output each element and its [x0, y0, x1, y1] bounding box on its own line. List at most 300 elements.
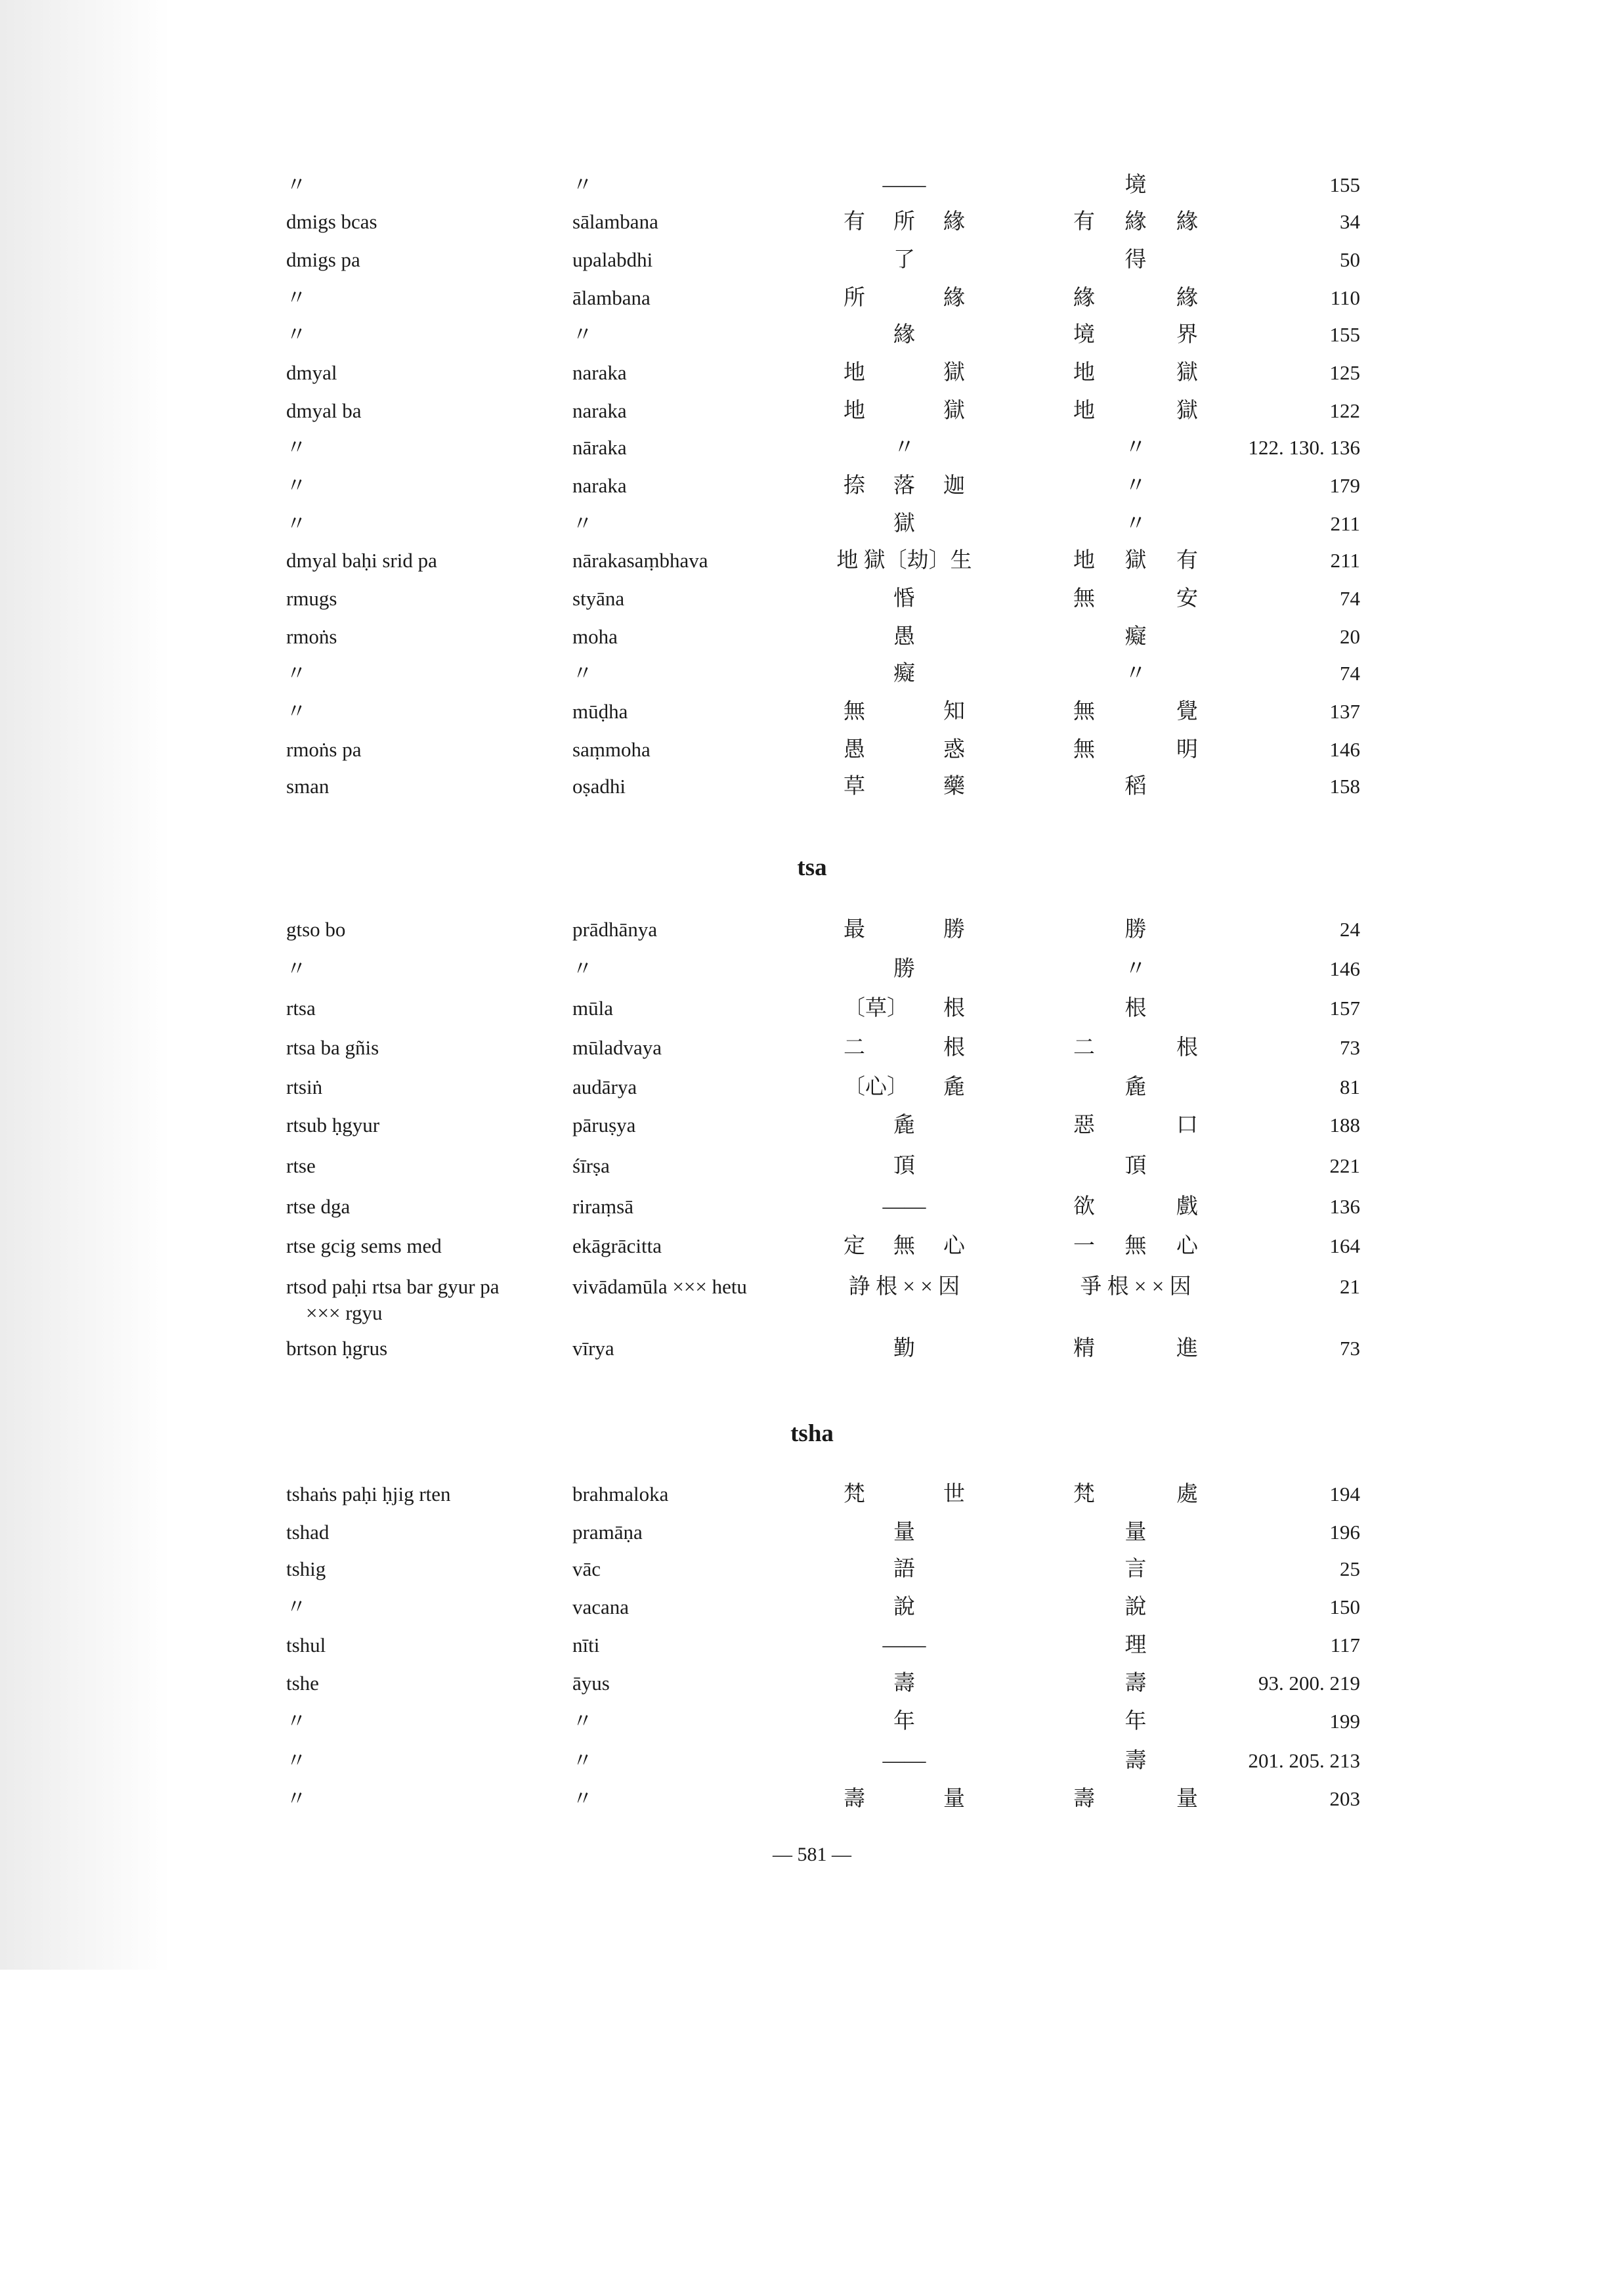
page-reference: 20: [1340, 625, 1360, 648]
chinese-term-a: [844, 1670, 965, 1697]
chinese-term-a: [844, 1112, 965, 1138]
tibetan-term: [286, 917, 562, 943]
sanskrit-term: audārya: [572, 1075, 637, 1098]
tibetan-term: [286, 737, 562, 763]
sanskrit-term: vivādamūla ××× hetu: [572, 1275, 747, 1298]
chinese-term-b-char: 有: [1073, 210, 1095, 234]
page-reference: 155: [1329, 173, 1360, 196]
chinese-term-b: [1073, 1786, 1198, 1812]
chinese-term-a: [844, 360, 965, 386]
page-reference: 194: [1329, 1483, 1360, 1505]
page-reference: 221: [1329, 1154, 1360, 1177]
tibetan-term-text: 〃: [286, 1749, 307, 1772]
chinese-term-a-char: 量: [943, 1787, 965, 1811]
chinese-term-a: [844, 1632, 965, 1658]
tibetan-term: [286, 247, 562, 273]
chinese-term-a: [844, 1481, 965, 1507]
chinese-term-a-char: 知: [943, 700, 965, 724]
tibetan-term: [286, 1748, 562, 1774]
chinese-term-a: [844, 956, 965, 982]
chinese-term-a-char: 地: [844, 399, 865, 423]
chinese-term-b: [1073, 1194, 1198, 1220]
chinese-term-b-char: 〃: [1124, 662, 1147, 685]
chinese-term-a-char: ——: [882, 1195, 926, 1219]
sanskrit-term: prādhānya: [572, 918, 658, 941]
chinese-term-a-char: 有: [844, 210, 865, 234]
sanskrit-term: āyus: [572, 1672, 610, 1695]
index-row: [0, 1074, 1624, 1111]
index-row: [0, 586, 1624, 622]
chinese-term-a-char: 麁: [943, 1075, 965, 1099]
sanskrit-term: vāc: [572, 1557, 601, 1580]
chinese-term-b-char: 緣: [1073, 286, 1095, 310]
chinese-term-a-char: 了: [893, 248, 915, 272]
page-reference: 74: [1340, 587, 1360, 610]
page-reference: 110: [1330, 286, 1360, 309]
page-reference: 146: [1329, 738, 1360, 761]
tibetan-term-text: dmyal: [286, 361, 337, 384]
chinese-term-b-char: 〃: [1124, 436, 1147, 460]
chinese-term-a-char: 無: [844, 700, 865, 724]
chinese-term-a-char: 惛: [893, 587, 915, 611]
tibetan-term: [286, 1786, 562, 1812]
index-row: [0, 247, 1624, 284]
tibetan-term: [286, 1708, 562, 1735]
page-reference: 93. 200. 219: [1258, 1672, 1360, 1695]
index-row: [0, 661, 1624, 697]
chinese-term-a: [844, 1786, 965, 1812]
sanskrit-term: styāna: [572, 587, 625, 610]
chinese-term-a: [844, 435, 965, 461]
tibetan-term: [286, 473, 562, 499]
tibetan-term-text: tshig: [286, 1557, 326, 1580]
chinese-term-a: [844, 1153, 965, 1179]
tibetan-term: [286, 699, 562, 725]
chinese-term-b-char: 界: [1176, 323, 1198, 347]
index-row: [0, 1194, 1624, 1230]
index-row: [0, 1274, 1624, 1333]
chinese-term-a: [844, 398, 965, 424]
index-row: [0, 1708, 1624, 1745]
chinese-term-a-char: 緣: [943, 210, 965, 234]
chinese-term-a: [844, 511, 965, 537]
chinese-term-b: [1073, 1112, 1198, 1138]
chinese-term-a-char: 梵: [844, 1483, 865, 1506]
chinese-term-b-char: 壽: [1073, 1787, 1095, 1811]
chinese-term-b-char: 境: [1073, 323, 1095, 347]
chinese-term-a-char: 年: [893, 1710, 915, 1733]
chinese-term-a: [844, 1708, 965, 1735]
chinese-term-b-char: 梵: [1073, 1483, 1095, 1506]
sanskrit-term: naraka: [572, 361, 627, 384]
page-reference: 73: [1340, 1337, 1360, 1360]
chinese-term-b-char: 二: [1073, 1036, 1095, 1060]
tibetan-term: [286, 1594, 562, 1620]
chinese-term-a-char: 獄: [943, 361, 965, 385]
tibetan-term: [286, 624, 562, 650]
chinese-term-a: [844, 917, 965, 943]
page-reference: 117: [1330, 1634, 1360, 1657]
tibetan-term-text: 〃: [286, 436, 307, 459]
chinese-term-a: [844, 661, 965, 687]
page-reference: 125: [1329, 361, 1360, 384]
page-reference: 164: [1329, 1234, 1360, 1257]
chinese-term-b-char: 言: [1124, 1557, 1147, 1581]
chinese-term-b: [1073, 1481, 1198, 1507]
sanskrit-term: 〃: [572, 512, 593, 535]
chinese-term-a-char: 獄: [893, 512, 915, 536]
chinese-term-a-char: 說: [893, 1595, 915, 1619]
tibetan-term: [286, 1112, 562, 1138]
index-row: [0, 473, 1624, 509]
chinese-term-b-char: 麁: [1124, 1075, 1147, 1099]
chinese-term-b-char: 有: [1176, 549, 1198, 573]
chinese-term-a: [844, 737, 965, 763]
chinese-term-b: [1073, 737, 1198, 763]
index-row: [0, 1670, 1624, 1707]
chinese-term-b: [1073, 995, 1198, 1022]
chinese-term-a-char: 迦: [943, 474, 965, 498]
tibetan-term-text: 〃: [286, 1595, 307, 1618]
chinese-term-b-char: 處: [1176, 1483, 1198, 1506]
sanskrit-term: ekāgrācitta: [572, 1234, 662, 1257]
chinese-term-b: [1073, 1274, 1198, 1300]
tibetan-term-text: 〃: [286, 1787, 307, 1810]
index-row: [0, 917, 1624, 953]
sanskrit-term: 〃: [572, 662, 593, 685]
chinese-term-b-char: 境: [1124, 173, 1147, 197]
chinese-term-a: [844, 285, 965, 311]
index-row: [0, 1153, 1624, 1190]
chinese-term-b: [1073, 1335, 1198, 1362]
chinese-term-a-char: 愚: [844, 738, 865, 762]
sanskrit-term: vīrya: [572, 1337, 614, 1360]
tibetan-term-text: 〃: [286, 662, 307, 685]
chinese-term-a-char: ——: [882, 173, 926, 197]
index-row: [0, 548, 1624, 584]
chinese-term-a-char: 諍 根 × × 因: [848, 1275, 960, 1299]
chinese-term-a-char: 心: [943, 1234, 965, 1258]
index-row: [0, 1632, 1624, 1669]
sanskrit-term: vacana: [572, 1595, 630, 1618]
tibetan-term-text: rtsod paḥi rtsa bar gyur pa: [286, 1275, 500, 1298]
tibetan-term-text: dmigs pa: [286, 248, 360, 271]
chinese-term-b: [1073, 699, 1198, 725]
chinese-term-a-char: 愚: [893, 625, 915, 649]
page-reference: 73: [1340, 1036, 1360, 1059]
index-row: [0, 398, 1624, 435]
sanskrit-term: pramāṇa: [572, 1521, 643, 1544]
tibetan-term-text: rtse dga: [286, 1195, 351, 1218]
sanskrit-term: 〃: [572, 1749, 593, 1772]
chinese-term-b: [1073, 1708, 1198, 1735]
index-row: [0, 1786, 1624, 1823]
index-row: [0, 1556, 1624, 1593]
chinese-term-b: [1073, 322, 1198, 348]
page-reference: 50: [1340, 248, 1360, 271]
sanskrit-term: nāraka: [572, 436, 627, 459]
chinese-term-a-char: 根: [943, 997, 965, 1020]
page-reference: 211: [1330, 512, 1360, 535]
chinese-term-a-char: 勝: [943, 918, 965, 942]
sanskrit-term: nīti: [572, 1634, 600, 1657]
chinese-term-a: [844, 1594, 965, 1620]
sanskrit-term: sālambana: [572, 210, 658, 233]
tibetan-term: [286, 661, 562, 687]
chinese-term-b-char: 緣: [1176, 286, 1198, 310]
chinese-term-a-char: 落: [893, 474, 915, 498]
chinese-term-b-char: 頂: [1124, 1154, 1147, 1178]
page-reference: 146: [1329, 957, 1360, 980]
chinese-term-b-char: 癡: [1124, 625, 1147, 649]
tibetan-term: [286, 1194, 562, 1220]
tibetan-term-text: dmyal baḥi srid pa: [286, 549, 437, 572]
chinese-term-b: [1073, 1035, 1198, 1061]
chinese-term-a-char: 所: [844, 286, 865, 310]
index-row: [0, 1335, 1624, 1372]
page-reference: 122. 130. 136: [1248, 436, 1360, 459]
tibetan-term: [286, 209, 562, 235]
index-row: [0, 1748, 1624, 1785]
chinese-term-b-char: 地: [1073, 549, 1095, 573]
chinese-term-b-char: 量: [1124, 1521, 1147, 1544]
chinese-term-b-char: 理: [1124, 1634, 1147, 1657]
sanskrit-term: brahmaloka: [572, 1483, 669, 1505]
sanskrit-term: saṃmoha: [572, 738, 651, 761]
tibetan-term-text: rtse gcig sems med: [286, 1234, 442, 1257]
chinese-term-b-char: 獄: [1176, 361, 1198, 385]
chinese-term-a: [844, 624, 965, 650]
sanskrit-term: naraka: [572, 474, 627, 497]
index-row: [0, 511, 1624, 548]
tibetan-term: [286, 435, 562, 461]
page-reference: 188: [1329, 1114, 1360, 1137]
page-reference: 196: [1329, 1521, 1360, 1544]
chinese-term-a-char: 壽: [844, 1787, 865, 1811]
tibetan-term: [286, 172, 562, 198]
chinese-term-a-char: 癡: [893, 662, 915, 685]
chinese-term-b-char: 戲: [1176, 1195, 1198, 1219]
chinese-term-a-char: 勤: [893, 1337, 915, 1360]
chinese-term-b: [1073, 917, 1198, 943]
index-row: [0, 322, 1624, 358]
page-reference: 24: [1340, 918, 1360, 941]
chinese-term-a-char: 緣: [943, 286, 965, 310]
sanskrit-term: mūladvaya: [572, 1036, 662, 1059]
chinese-term-b-char: 一: [1073, 1234, 1095, 1258]
tibetan-term-text: tshul: [286, 1634, 326, 1657]
tibetan-term: [286, 995, 562, 1022]
page-reference: 21: [1340, 1275, 1360, 1298]
tibetan-term: [286, 1632, 562, 1658]
tibetan-term-text: 〃: [286, 700, 307, 723]
tibetan-term: [286, 322, 562, 348]
tibetan-term: [286, 285, 562, 311]
index-row: [0, 699, 1624, 735]
tibetan-term: [286, 1519, 562, 1546]
chinese-term-b-char: 無: [1124, 1234, 1147, 1258]
chinese-term-a-char: ——: [882, 1749, 926, 1773]
chinese-term-a: [844, 322, 965, 348]
chinese-term-b-char: 年: [1124, 1710, 1147, 1733]
page-reference: 199: [1329, 1710, 1360, 1733]
chinese-term-b-char: 〃: [1124, 512, 1147, 536]
tibetan-term: [286, 1035, 562, 1061]
tibetan-term-text: rtsa ba gñis: [286, 1036, 379, 1059]
chinese-term-b: [1073, 586, 1198, 612]
tibetan-term: [286, 1556, 562, 1582]
tibetan-term-text: tshad: [286, 1521, 330, 1544]
tibetan-term-text: rmugs: [286, 587, 337, 610]
page-reference: 157: [1329, 997, 1360, 1020]
chinese-term-b-char: 爭 根 × × 因: [1080, 1275, 1191, 1299]
chinese-term-a-char: 草: [844, 775, 865, 798]
page-reference: 34: [1340, 210, 1360, 233]
section-heading-tsa: tsa: [797, 854, 827, 881]
tibetan-term: [286, 548, 562, 574]
chinese-term-b-char: 進: [1176, 1337, 1198, 1360]
tibetan-term-text: tshaṅs paḥi ḥjig rten: [286, 1483, 451, 1505]
chinese-term-a-char: 根: [943, 1036, 965, 1060]
sanskrit-term: mūla: [572, 997, 613, 1020]
chinese-term-b-char: 欲: [1073, 1195, 1095, 1219]
chinese-term-b: [1073, 1594, 1198, 1620]
chinese-term-a-char: 獄: [943, 399, 965, 423]
chinese-term-a: [844, 995, 965, 1022]
chinese-term-a: [844, 209, 965, 235]
chinese-term-b: [1073, 1670, 1198, 1697]
tibetan-term-text: 〃: [286, 173, 307, 196]
chinese-term-a-char: 語: [893, 1557, 915, 1581]
index-row: [0, 172, 1624, 209]
tibetan-term-text: rtsiṅ: [286, 1075, 323, 1098]
chinese-term-b-char: 壽: [1124, 1749, 1147, 1773]
chinese-term-b-char: 地: [1073, 399, 1095, 423]
chinese-term-a: [844, 1335, 965, 1362]
chinese-term-b: [1073, 435, 1198, 461]
tibetan-term-text: dmigs bcas: [286, 210, 377, 233]
sanskrit-term: ālambana: [572, 286, 651, 309]
sanskrit-term: 〃: [572, 957, 593, 980]
chinese-term-b-char: 〃: [1124, 474, 1147, 498]
index-row: [0, 435, 1624, 471]
sanskrit-term: nārakasaṃbhava: [572, 549, 708, 572]
chinese-term-b-char: 地: [1073, 361, 1095, 385]
chinese-term-a: [836, 548, 972, 574]
tibetan-term-text: rtsa: [286, 997, 316, 1020]
tibetan-term-continuation: ××× rgyu: [306, 1301, 383, 1324]
tibetan-term: [286, 1233, 562, 1259]
page-reference: 211: [1330, 549, 1360, 572]
chinese-term-a-char: 頂: [893, 1154, 915, 1178]
chinese-term-b-char: 口: [1176, 1114, 1198, 1137]
tibetan-term-text: rtsub ḥgyur: [286, 1114, 380, 1137]
chinese-term-a: [844, 586, 965, 612]
chinese-term-a-char: 地: [844, 361, 865, 385]
chinese-term-b-char: 緣: [1176, 210, 1198, 234]
index-row: [0, 737, 1624, 773]
index-row: [0, 209, 1624, 246]
sanskrit-term: riraṃsā: [572, 1195, 633, 1218]
tibetan-term-text: 〃: [286, 323, 307, 346]
sanskrit-term: 〃: [572, 323, 593, 346]
page-reference: 179: [1329, 474, 1360, 497]
index-row: [0, 624, 1624, 661]
chinese-term-b-char: 勝: [1124, 918, 1147, 942]
tibetan-term-text: 〃: [286, 957, 307, 980]
chinese-term-b: [1073, 1074, 1198, 1100]
chinese-term-b: [1073, 209, 1198, 235]
tibetan-term: [286, 956, 562, 982]
tibetan-term-text: rtse: [286, 1154, 316, 1177]
sanskrit-term: mūḍha: [572, 700, 628, 723]
chinese-term-a: [844, 1274, 965, 1300]
tibetan-term: [286, 360, 562, 386]
index-row: [0, 773, 1624, 810]
chinese-term-a: [844, 773, 965, 800]
page-reference: 155: [1329, 323, 1360, 346]
chinese-term-a-char: 〃: [893, 436, 915, 460]
chinese-term-b-char: 量: [1176, 1787, 1198, 1811]
page-reference: 150: [1329, 1595, 1360, 1618]
tibetan-term: [286, 1153, 562, 1179]
chinese-term-a-char: 世: [943, 1483, 965, 1506]
chinese-term-a-char: 壽: [893, 1672, 915, 1695]
chinese-term-a-char: 藥: [943, 775, 965, 798]
index-row: [0, 1233, 1624, 1270]
index-row: [0, 360, 1624, 397]
tibetan-term-text: 〃: [286, 512, 307, 535]
tibetan-term: [286, 1481, 562, 1507]
chinese-term-a-char: 定: [844, 1234, 865, 1258]
chinese-term-a-char: 地 獄〔劫〕生: [836, 549, 972, 573]
chinese-term-b: [1073, 511, 1198, 537]
chinese-term-b: [1073, 1556, 1198, 1582]
sanskrit-term: 〃: [572, 173, 593, 196]
index-row: [0, 285, 1624, 322]
chinese-term-b: [1073, 624, 1198, 650]
chinese-term-a-char: 量: [893, 1521, 915, 1544]
index-row: [0, 1035, 1624, 1072]
sanskrit-term: oṣadhi: [572, 775, 626, 798]
page-reference: 201. 205. 213: [1248, 1749, 1360, 1772]
chinese-term-b-char: 覺: [1176, 700, 1198, 724]
tibetan-term-text: rmoṅs: [286, 625, 337, 648]
index-row: [0, 1594, 1624, 1631]
tibetan-term-text: tshe: [286, 1672, 319, 1695]
tibetan-term-text: 〃: [286, 1710, 307, 1733]
chinese-term-b-char: 得: [1124, 248, 1147, 272]
chinese-term-b: [1073, 360, 1198, 386]
tibetan-term: [286, 586, 562, 612]
section-heading-tsha: tsha: [790, 1420, 834, 1447]
sanskrit-term: naraka: [572, 399, 627, 422]
chinese-term-b: [1073, 247, 1198, 273]
chinese-term-b-char: 根: [1124, 997, 1147, 1020]
page-reference: 158: [1329, 775, 1360, 798]
page-reference: 122: [1329, 399, 1360, 422]
chinese-term-b: [1073, 1632, 1198, 1658]
chinese-term-a-char: 〔心〕: [844, 1075, 908, 1099]
sanskrit-term: śīrṣa: [572, 1154, 610, 1177]
chinese-term-a-char: ——: [882, 1634, 926, 1657]
chinese-term-b-char: 〃: [1124, 957, 1147, 981]
sanskrit-term: 〃: [572, 1710, 593, 1733]
tibetan-term-text: gtso bo: [286, 918, 346, 941]
chinese-term-a-char: 所: [893, 210, 915, 234]
chinese-term-a: [844, 699, 965, 725]
page-reference: 25: [1340, 1557, 1360, 1580]
